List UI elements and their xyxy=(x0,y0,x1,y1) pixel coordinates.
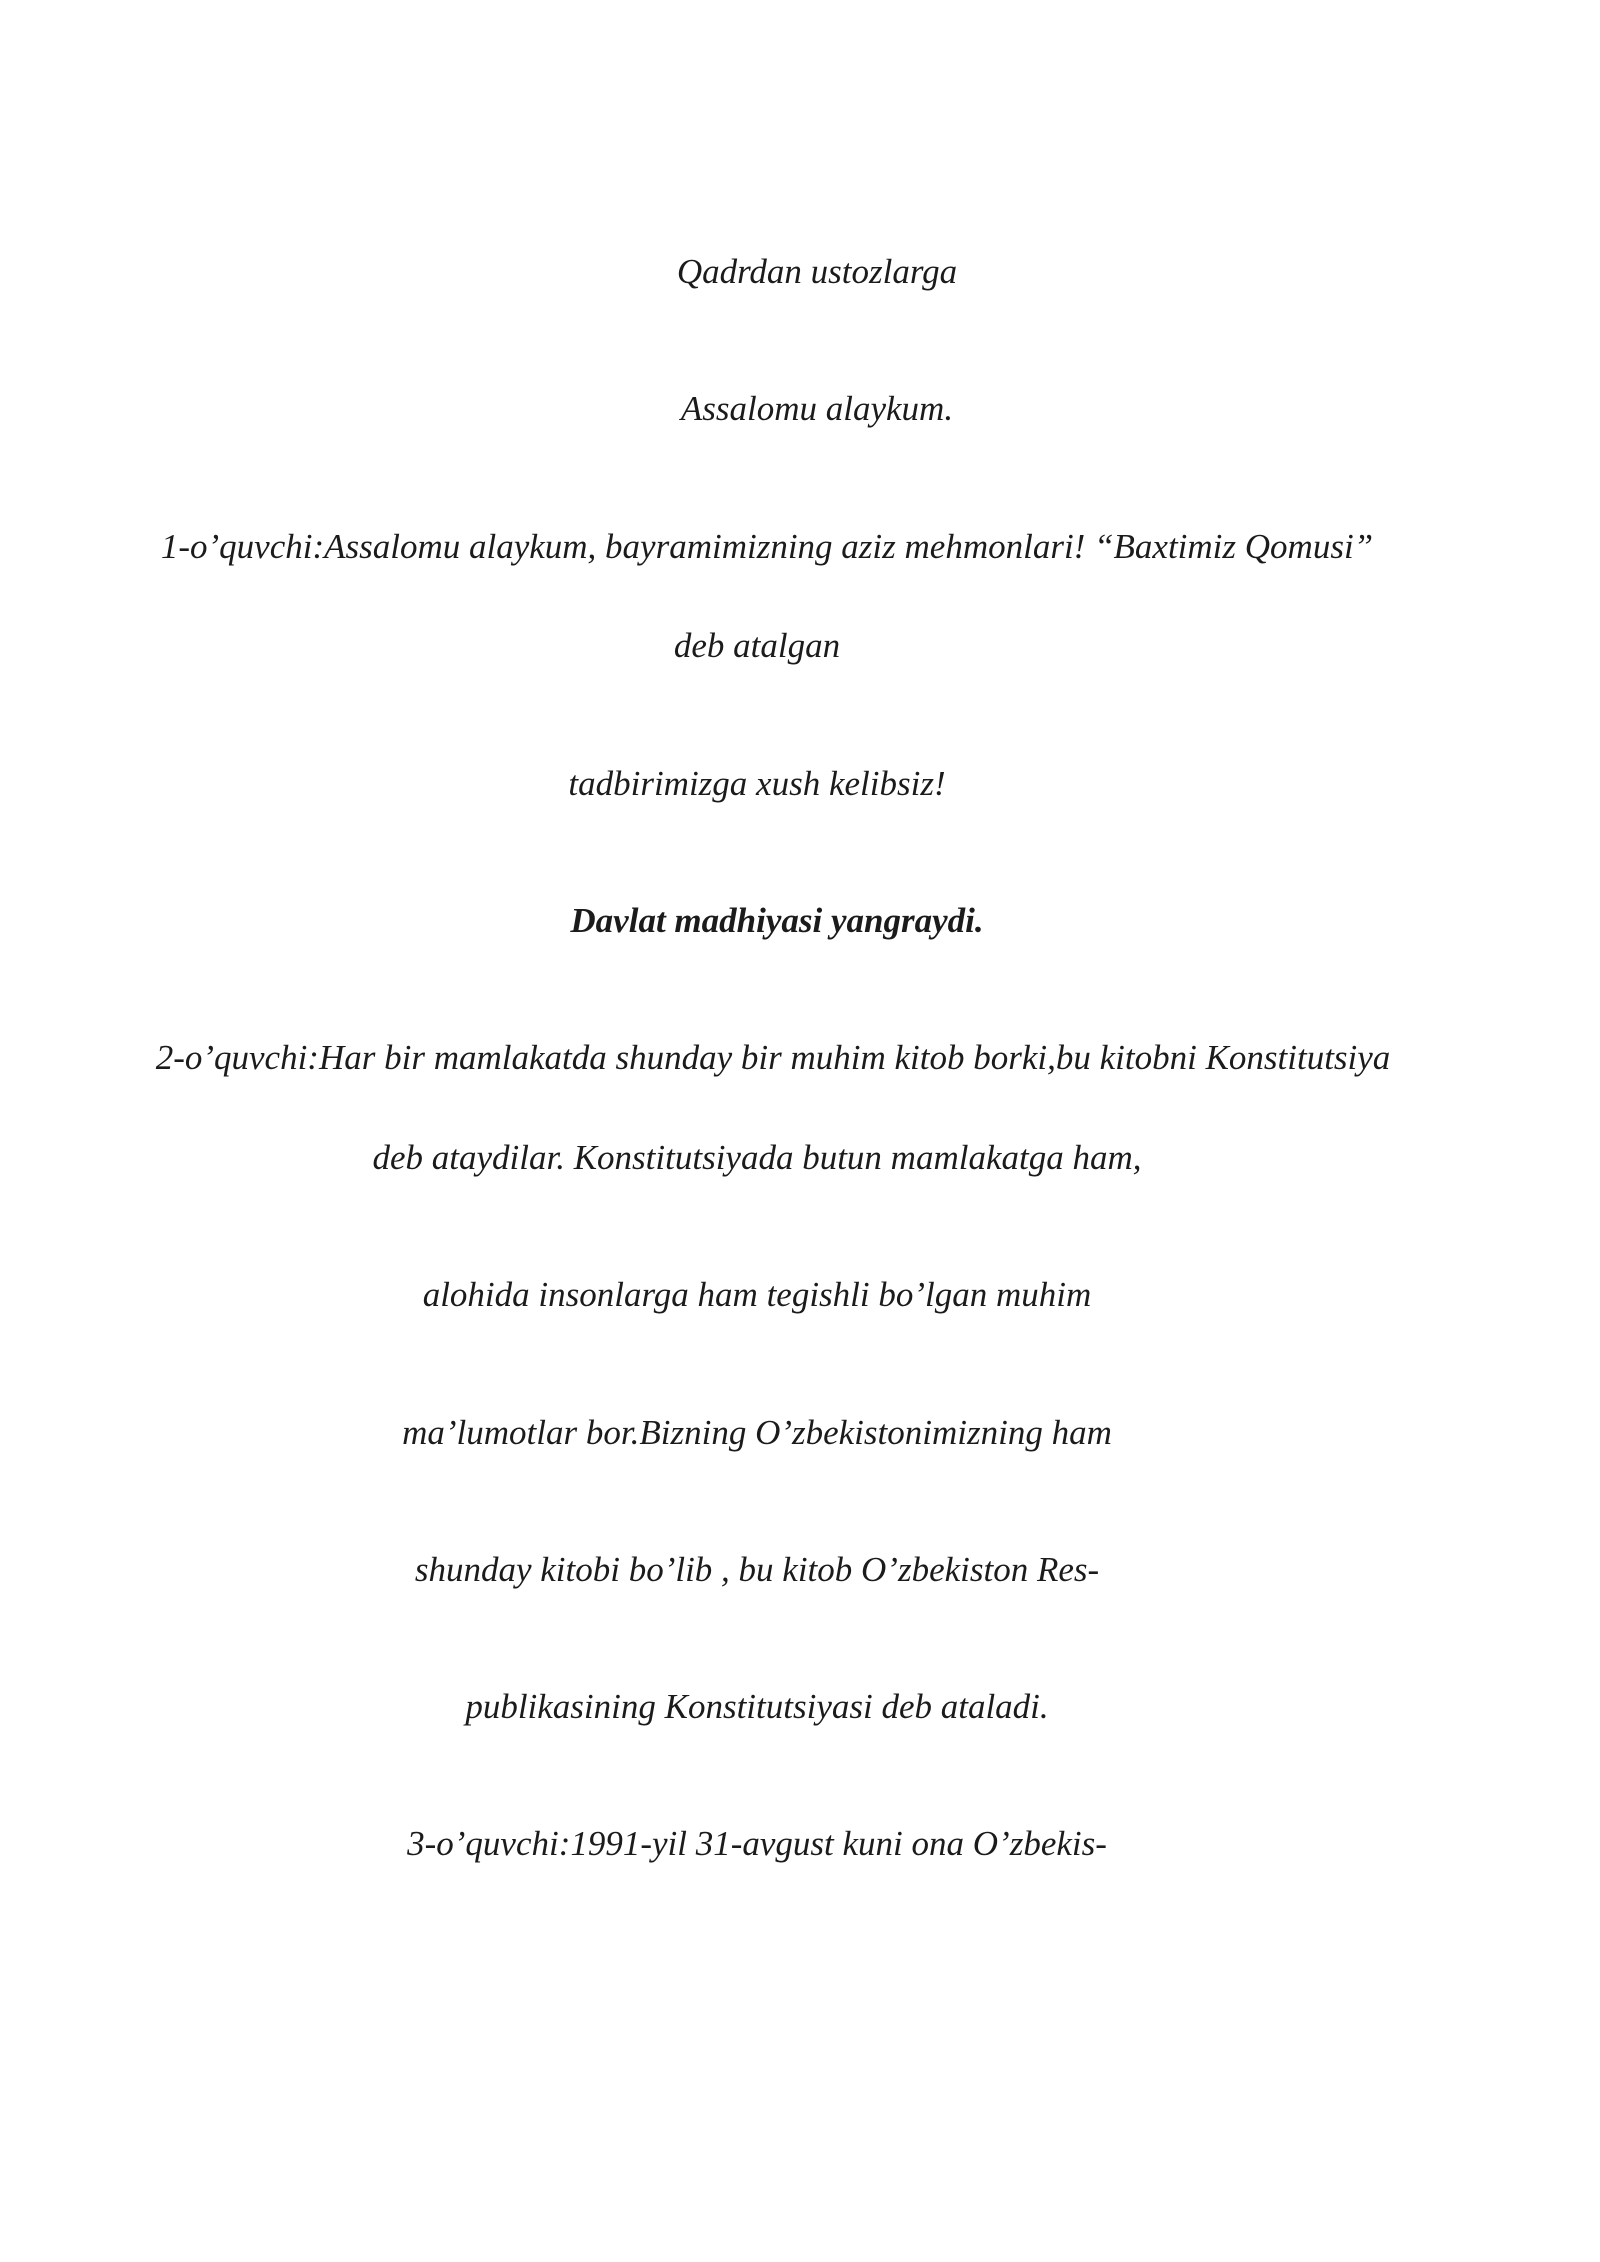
paragraph-line: deb ataydilar. Konstitutsiyada butun mamlakatga ham, xyxy=(372,1138,1142,1177)
student-1-line-end: tadbirimizga xush kelibsiz! xyxy=(568,764,946,803)
paragraph-line: alohida insonlarga ham tegishli bo’lgan muhim xyxy=(422,1275,1092,1314)
greeting-heading: Qadrdan ustozlarga xyxy=(676,252,958,291)
stage-direction: Davlat madhiyasi yangraydi. xyxy=(570,901,984,940)
paragraph-line: publikasining Konstitutsiyasi deb ataladi. xyxy=(465,1687,1049,1726)
student-2-line: 2-o’quvchi:Har bir mamlakatda shunday bir muhim kitob borki,bu kitobni Konstitutsiya xyxy=(155,1038,1391,1077)
paragraph-line: shunday kitobi bo’lib , bu kitob O’zbekiston Res- xyxy=(414,1550,1100,1589)
student-1-line: 1-o’quvchi:Assalomu alaykum, bayramimizning aziz mehmonlari! “Baxtimiz Qomusi” xyxy=(160,527,1374,566)
greeting-line: Assalomu alaykum. xyxy=(680,389,954,428)
student-1-line-continued: deb atalgan xyxy=(673,626,841,665)
paragraph-line: ma’lumotlar bor.Bizning O’zbekistonimizning ham xyxy=(402,1413,1112,1452)
student-3-line: 3-o’quvchi:1991-yil 31-avgust kuni ona O’zbekis- xyxy=(407,1824,1107,1863)
